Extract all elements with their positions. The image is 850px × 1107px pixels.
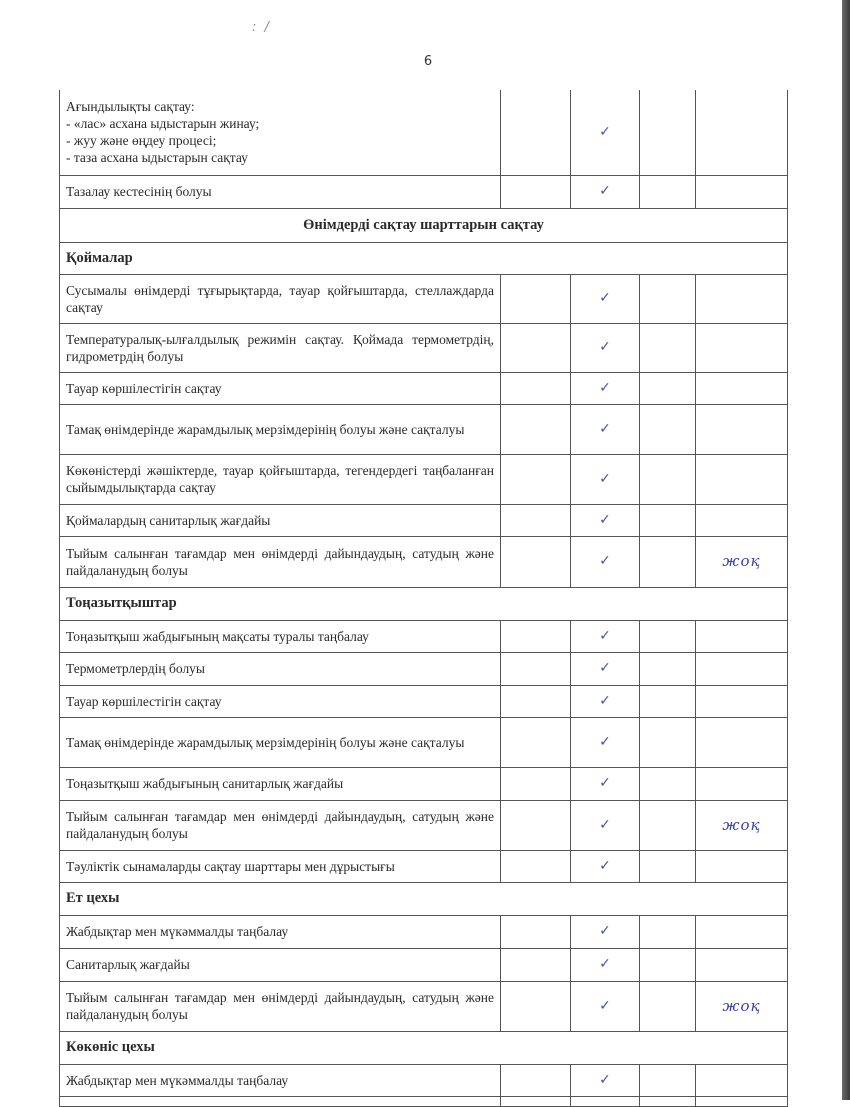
section-heading-row [60, 882, 788, 915]
criterion-text: Тоңазытқыш жабдығының санитарлық жағдайы [60, 767, 501, 800]
section-heading: Көкөніс цехы [60, 1031, 788, 1064]
table-row [60, 948, 788, 981]
table-row [60, 404, 788, 454]
empty-cell [640, 404, 696, 454]
handwritten-note: жоқ [696, 981, 788, 1031]
table-row-partial [60, 1096, 788, 1106]
scan-edge-shadow [842, 0, 850, 1100]
empty-cell [640, 850, 696, 882]
handwritten-note [696, 652, 788, 685]
empty-cell [501, 454, 571, 504]
criterion-text: Қоймалардың санитарлық жағдайы [60, 504, 501, 536]
empty-cell [640, 685, 696, 717]
criterion-text: Жабдықтар мен мүкәммалды таңбалау [60, 1064, 501, 1096]
empty-cell [640, 717, 696, 767]
page-number: 6 [423, 54, 433, 69]
table-row [60, 274, 788, 323]
empty-cell [640, 454, 696, 504]
check-mark-icon: ✓ [571, 90, 640, 175]
inspection-checklist-table [59, 90, 788, 1107]
table-row [60, 915, 788, 948]
criterion-text: Тоңазытқыш жабдығының мақсаты туралы таңбалау [60, 620, 501, 652]
empty-cell [640, 800, 696, 850]
check-mark-icon: ✓ [571, 981, 640, 1031]
section-heading: Ет цехы [60, 882, 788, 915]
check-mark-icon: ✓ [571, 767, 640, 800]
table-row [60, 850, 788, 882]
empty-cell [571, 1096, 640, 1106]
criterion-text: Көкөністерді жәшіктерде, тауар қойғыштарда, тегендердегі таңбаланған сыйымдылықтарда сақтау [60, 454, 501, 504]
section-heading-row [60, 1031, 788, 1064]
empty-cell [501, 1064, 571, 1096]
handwritten-note [696, 685, 788, 717]
criterion-text: Тыйым салынған тағамдар мен өнімдерді дайындаудың, сатудың және пайдаланудың болуы [60, 981, 501, 1031]
empty-cell [501, 404, 571, 454]
empty-cell [640, 323, 696, 372]
table-row [60, 620, 788, 652]
check-mark-icon: ✓ [571, 948, 640, 981]
empty-cell [501, 620, 571, 652]
check-mark-icon: ✓ [571, 620, 640, 652]
criterion-line: - таза асхана ыдыстарын сақтау [66, 150, 248, 166]
check-mark-icon: ✓ [571, 372, 640, 404]
empty-cell [640, 175, 696, 208]
table-row [60, 454, 788, 504]
check-mark-icon: ✓ [571, 850, 640, 882]
check-mark-icon: ✓ [571, 404, 640, 454]
empty-cell [640, 1096, 696, 1106]
criterion-text: Тыйым салынған тағамдар мен өнімдерді дайындаудың, сатудың және пайдаланудың болуы [60, 536, 501, 587]
handwritten-note [696, 620, 788, 652]
table-row [60, 800, 788, 850]
criterion-text: Тауар көршілестігін сақтау [60, 372, 501, 404]
empty-cell [696, 1096, 788, 1106]
empty-cell [501, 850, 571, 882]
table-row [60, 90, 788, 175]
handwritten-note [696, 372, 788, 404]
criterion-text: Тәуліктік сынамаларды сақтау шарттары мен дұрыстығы [60, 850, 501, 882]
empty-cell [640, 372, 696, 404]
empty-cell [501, 981, 571, 1031]
empty-cell [501, 948, 571, 981]
check-mark-icon: ✓ [571, 717, 640, 767]
empty-cell [501, 767, 571, 800]
table-row [60, 1064, 788, 1096]
table-row [60, 685, 788, 717]
handwritten-note [696, 274, 788, 323]
criterion-text: Температуралық-ылғалдылық режимін сақтау. Қоймада термометрдің, гидрометрдің болуы [60, 323, 501, 372]
empty-cell [501, 800, 571, 850]
empty-cell [640, 274, 696, 323]
criterion-line: Ағындылықты сақтау: [66, 99, 195, 115]
handwritten-note [696, 767, 788, 800]
empty-cell [640, 620, 696, 652]
handwritten-note: жоқ [696, 800, 788, 850]
empty-cell [501, 652, 571, 685]
empty-cell [501, 175, 571, 208]
empty-cell [640, 767, 696, 800]
empty-cell [640, 90, 696, 175]
handwritten-note [696, 404, 788, 454]
table-row [60, 323, 788, 372]
handwritten-note [696, 504, 788, 536]
table-title: Өнімдерді сақтау шарттарын сақтау [60, 208, 788, 242]
empty-cell [501, 717, 571, 767]
empty-cell [60, 1096, 501, 1106]
table-title-row [60, 208, 788, 242]
empty-cell [501, 90, 571, 175]
empty-cell [501, 323, 571, 372]
empty-cell [640, 915, 696, 948]
section-heading: Тоңазытқыштар [60, 587, 788, 620]
criterion-text: Сусымалы өнімдерді тұғырықтарда, тауар қойғыштарда, стеллаждарда сақтау [60, 274, 501, 323]
table-row [60, 981, 788, 1031]
section-heading: Қоймалар [60, 242, 788, 274]
empty-cell [501, 504, 571, 536]
empty-cell [501, 1096, 571, 1106]
handwritten-note [696, 1064, 788, 1096]
handwritten-note [696, 175, 788, 208]
table-row [60, 652, 788, 685]
check-mark-icon: ✓ [571, 323, 640, 372]
empty-cell [640, 652, 696, 685]
check-mark-icon: ✓ [571, 800, 640, 850]
handwritten-note [696, 948, 788, 981]
criterion-text: Тамақ өнімдерінде жарамдылық мерзімдерінің болуы және сақталуы [60, 404, 501, 454]
criterion-text [60, 90, 501, 175]
stamp-mark: : / [252, 20, 271, 35]
check-mark-icon: ✓ [571, 685, 640, 717]
empty-cell [640, 1064, 696, 1096]
empty-cell [501, 915, 571, 948]
criterion-text: Тамақ өнімдерінде жарамдылық мерзімдерінің болуы және сақталуы [60, 717, 501, 767]
check-mark-icon: ✓ [571, 454, 640, 504]
empty-cell [640, 981, 696, 1031]
check-mark-icon: ✓ [571, 274, 640, 323]
table-row [60, 536, 788, 587]
check-mark-icon: ✓ [571, 915, 640, 948]
criterion-text: Жабдықтар мен мүкәммалды таңбалау [60, 915, 501, 948]
handwritten-note [696, 323, 788, 372]
empty-cell [640, 504, 696, 536]
check-mark-icon: ✓ [571, 652, 640, 685]
check-mark-icon: ✓ [571, 536, 640, 587]
table-row [60, 372, 788, 404]
criterion-text: Тауар көршілестігін сақтау [60, 685, 501, 717]
check-mark-icon: ✓ [571, 1064, 640, 1096]
criterion-text: Термометрлердің болуы [60, 652, 501, 685]
table-row [60, 717, 788, 767]
table-row [60, 175, 788, 208]
empty-cell [640, 536, 696, 587]
criterion-line: - «лас» асхана ыдыстарын жинау; [66, 116, 260, 132]
criterion-text: Санитарлық жағдайы [60, 948, 501, 981]
empty-cell [640, 948, 696, 981]
handwritten-note: жоқ [696, 536, 788, 587]
handwritten-note [696, 717, 788, 767]
handwritten-note [696, 915, 788, 948]
table-row [60, 767, 788, 800]
empty-cell [501, 372, 571, 404]
table-row [60, 504, 788, 536]
check-mark-icon: ✓ [571, 504, 640, 536]
empty-cell [501, 536, 571, 587]
handwritten-note [696, 850, 788, 882]
section-heading-row [60, 242, 788, 274]
section-heading-row [60, 587, 788, 620]
criterion-text: Тыйым салынған тағамдар мен өнімдерді дайындаудың, сатудың және пайдаланудың болуы [60, 800, 501, 850]
criterion-text: Тазалау кестесінің болуы [60, 175, 501, 208]
criterion-line: - жуу және өңдеу процесі; [66, 133, 217, 149]
check-mark-icon: ✓ [571, 175, 640, 208]
empty-cell [501, 685, 571, 717]
empty-cell [501, 274, 571, 323]
handwritten-note [696, 90, 788, 175]
handwritten-note [696, 454, 788, 504]
